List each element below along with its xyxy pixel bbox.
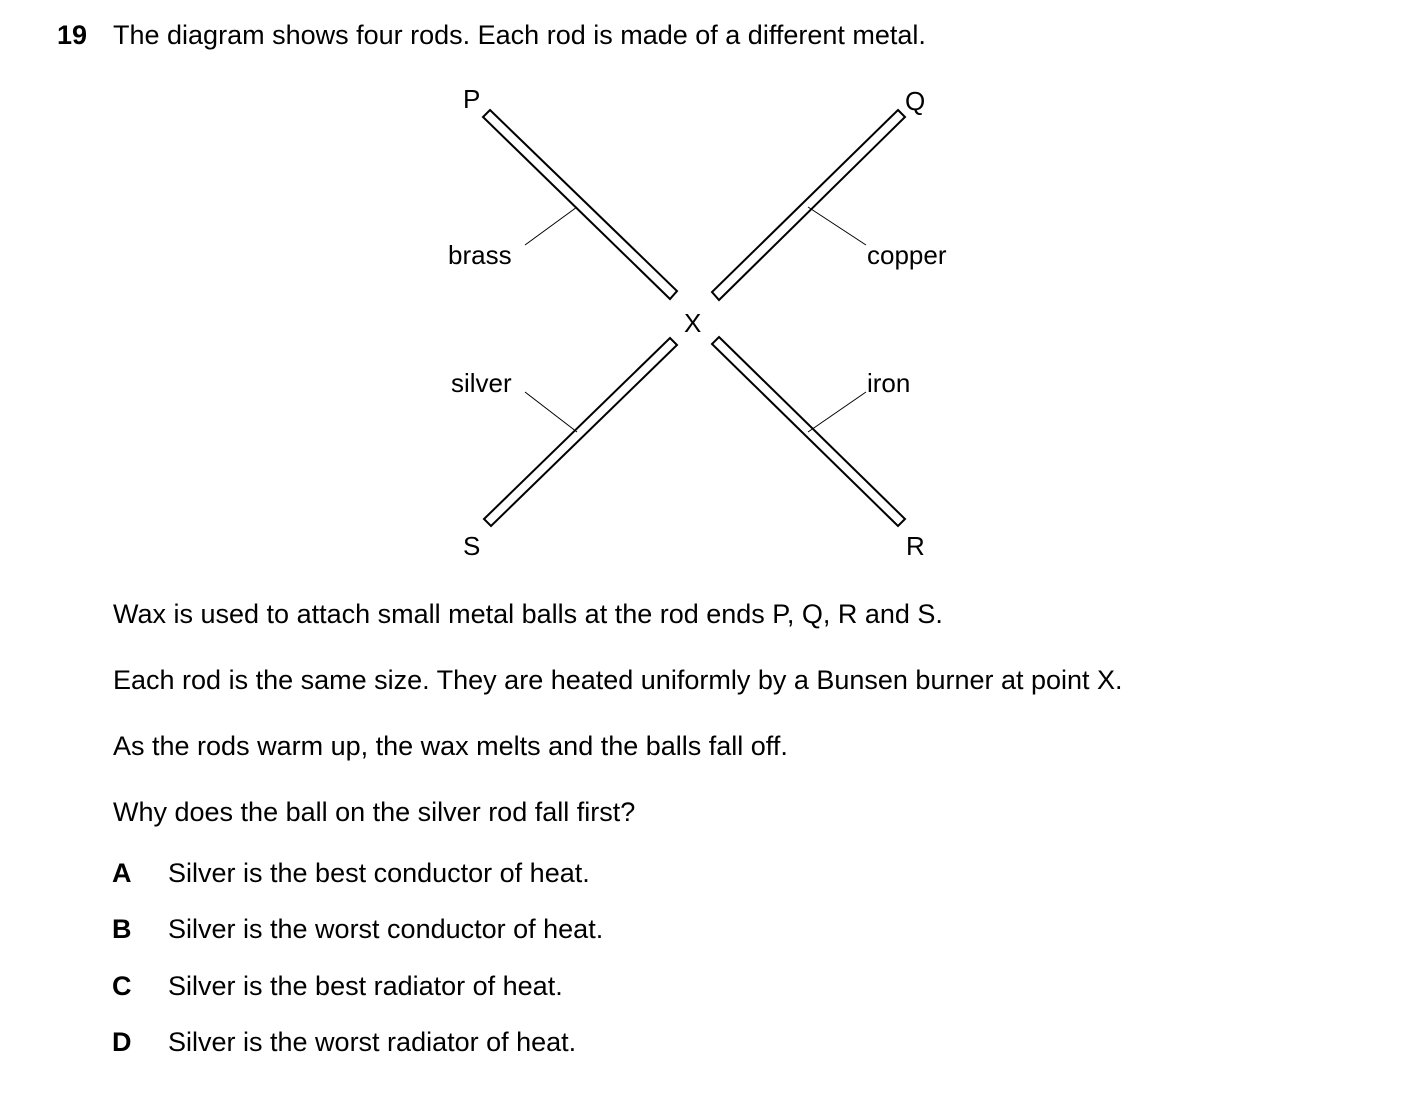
option-letter: B: [112, 914, 132, 944]
paragraph-melting: As the rods warm up, the wax melts and the balls fall off.: [113, 731, 788, 761]
rod-iron: [712, 337, 905, 526]
option-letter: C: [112, 971, 132, 1001]
rod-silver: [484, 338, 677, 526]
label-x: X: [684, 308, 702, 338]
rod-brass: [483, 110, 677, 299]
question-number: 19: [57, 20, 88, 50]
option-letter: A: [112, 858, 132, 888]
option-text: Silver is the worst conductor of heat.: [168, 914, 604, 944]
option-text: Silver is the best conductor of heat.: [168, 858, 590, 888]
label-iron: iron: [867, 368, 911, 398]
option-text: Silver is the worst radiator of heat.: [168, 1027, 577, 1057]
paragraph-question: Why does the ball on the silver rod fall first?: [113, 797, 636, 827]
option-d[interactable]: [112, 1025, 576, 1059]
option-a[interactable]: [112, 856, 590, 890]
paragraph-wax: Wax is used to attach small metal balls at the rod ends P, Q, R and S.: [113, 599, 943, 629]
rod-copper: [712, 110, 905, 300]
option-letter: D: [112, 1027, 132, 1057]
label-brass: brass: [448, 240, 512, 270]
label-copper: copper: [867, 240, 947, 270]
option-c[interactable]: [112, 969, 563, 1003]
label-silver: silver: [451, 368, 512, 398]
paragraph-heating: Each rod is the same size. They are heated uniformly by a Bunsen burner at point X.: [113, 665, 1123, 695]
label-p: P: [463, 84, 481, 114]
option-text: Silver is the best radiator of heat.: [168, 971, 563, 1001]
label-r: R: [906, 531, 925, 561]
question-stem: The diagram shows four rods. Each rod is made of a different metal.: [113, 20, 926, 50]
label-s: S: [463, 531, 481, 561]
option-b[interactable]: [112, 912, 603, 946]
label-q: Q: [905, 86, 926, 116]
